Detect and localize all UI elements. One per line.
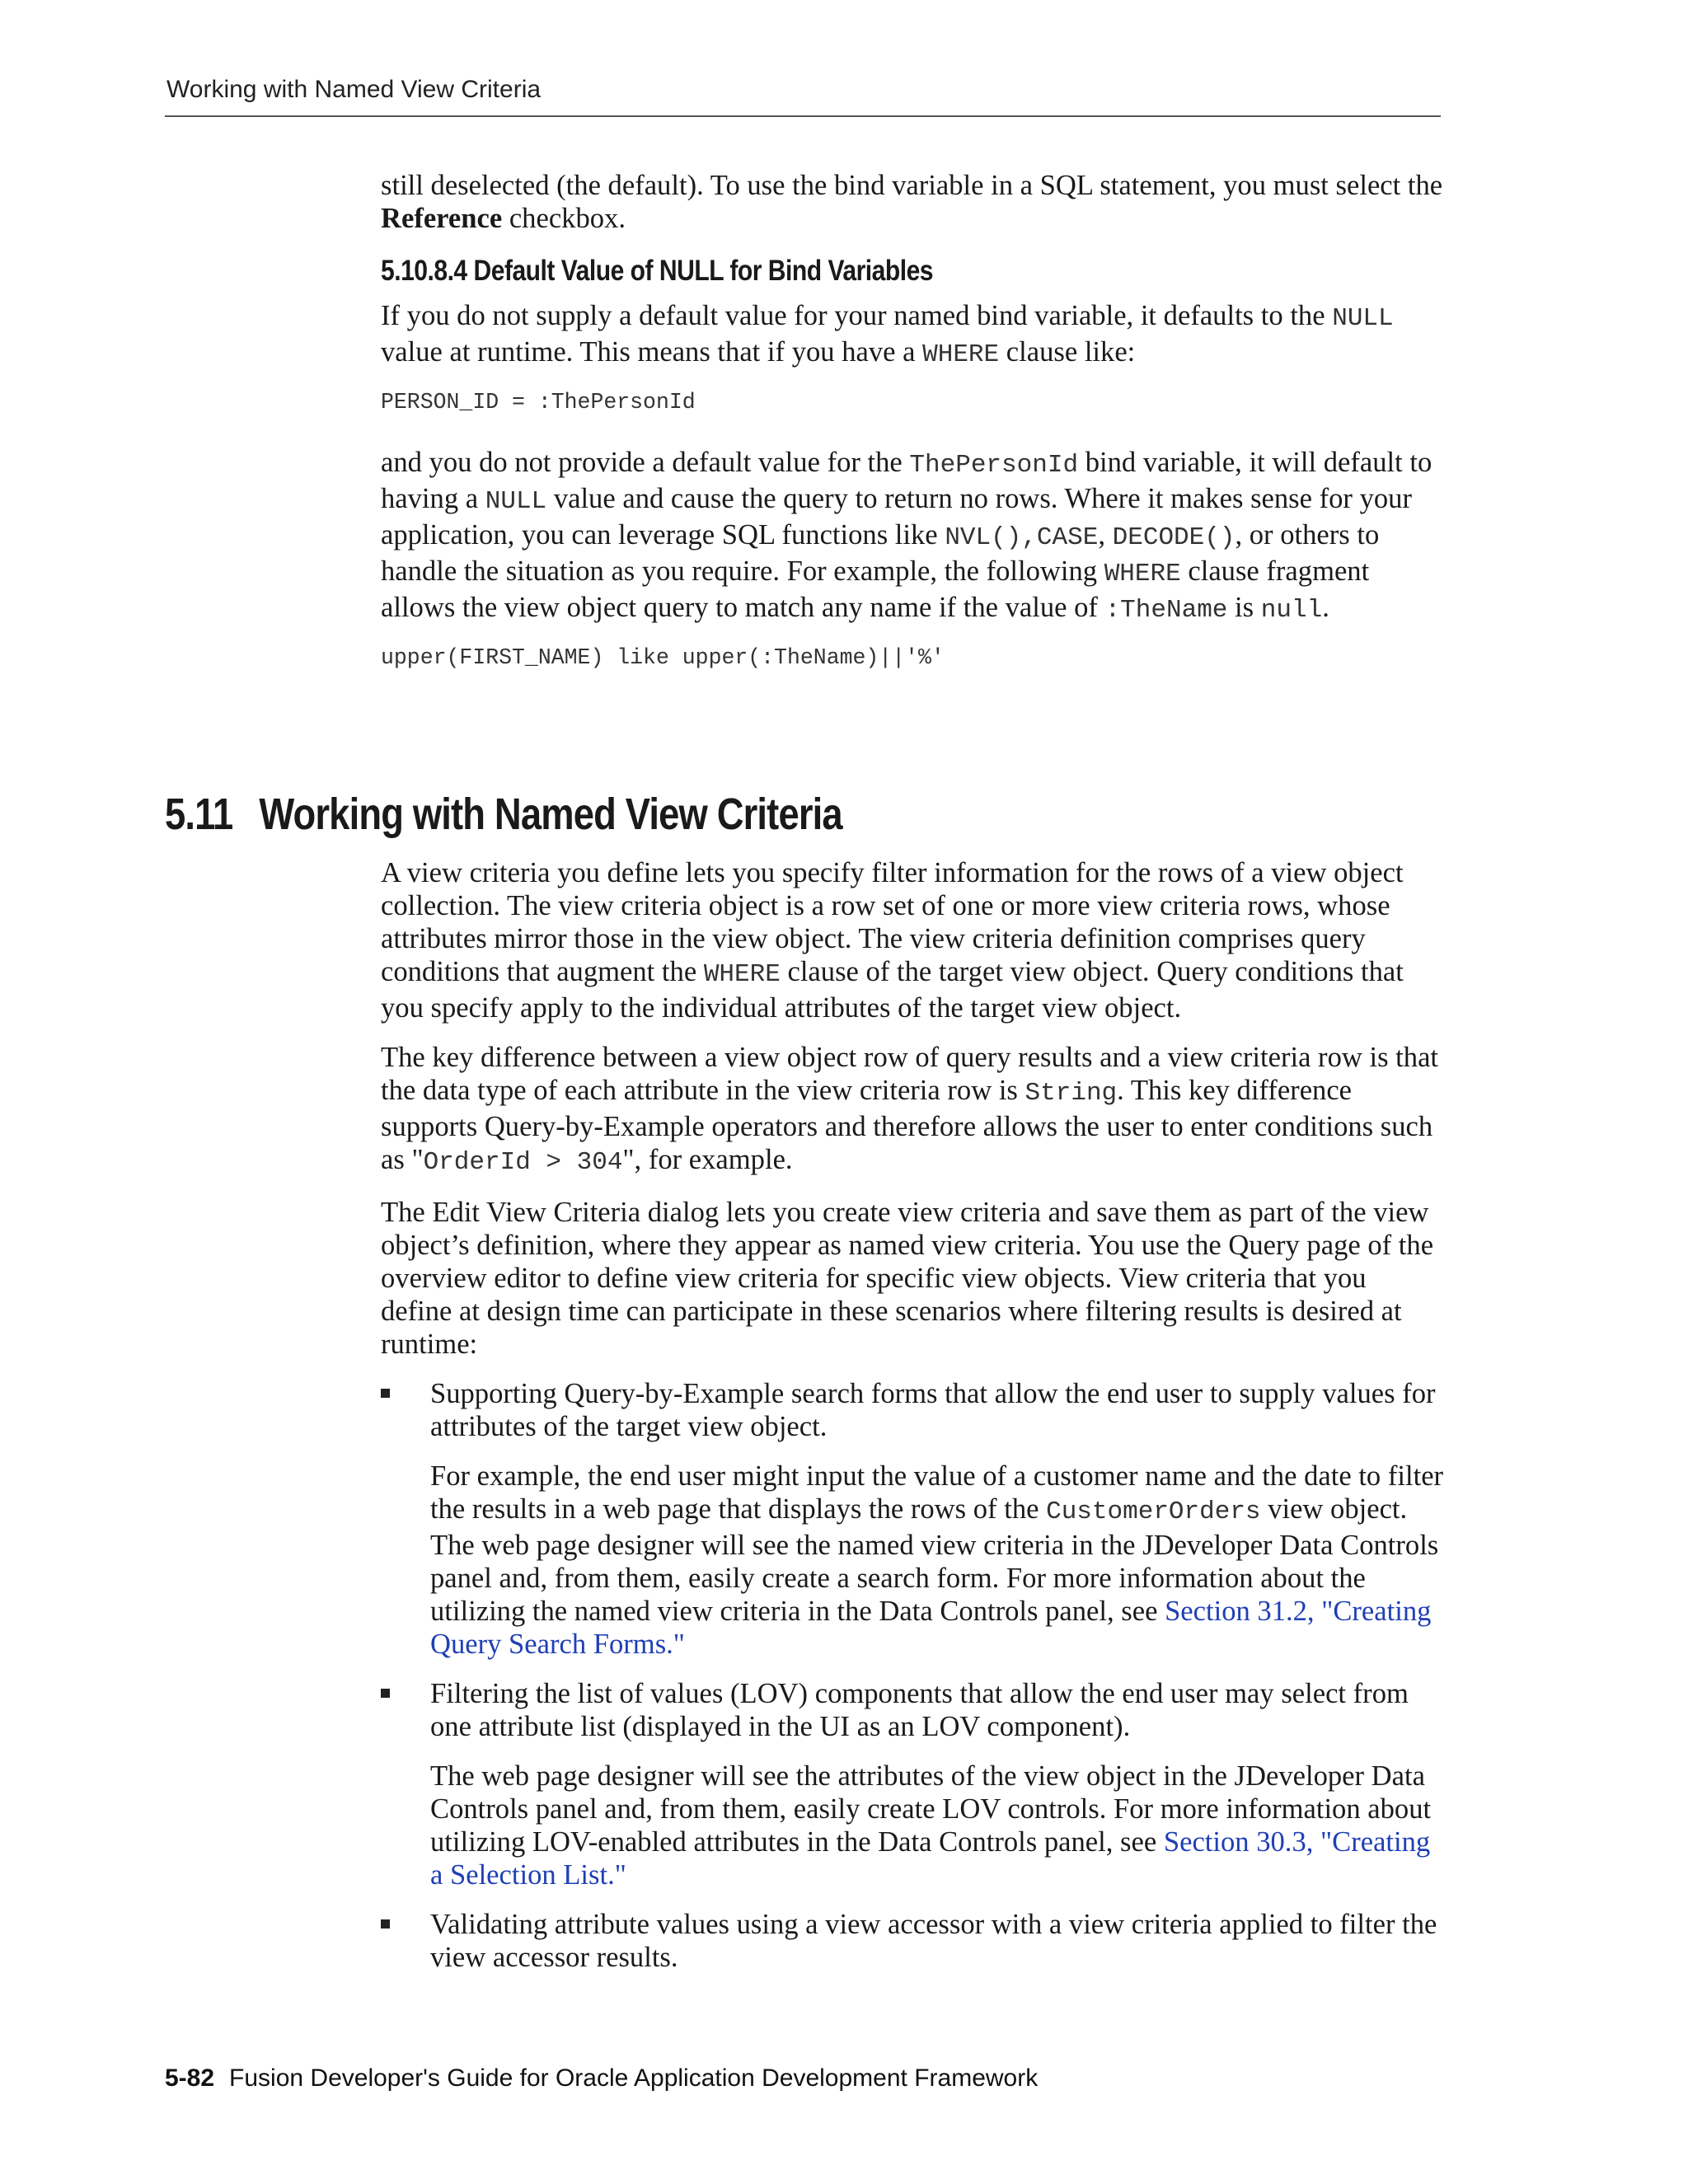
text: and you do not provide a default value for the [381,447,910,478]
inline-code: WHERE [703,960,781,989]
header-rule [165,115,1441,117]
list-item [381,1377,1444,1661]
inline-code: CustomerOrders [1046,1497,1261,1526]
square-bullet-icon [381,1919,390,1929]
cross-reference-link[interactable]: Section 31.2, "Creating Query Search Forms." [430,1596,1432,1660]
running-header: Working with Named View Criteria [166,76,542,103]
subsection-body [381,169,1444,672]
paragraph [381,299,1444,372]
inline-code: WHERE [922,340,1000,369]
section-body [381,856,1444,1990]
book-title: Fusion Developer's Guide for Oracle Application Development Framework [229,2064,1039,2092]
text: clause like: [999,336,1136,368]
text: , [1098,519,1113,551]
section-title: Working with Named View Criteria [259,790,842,839]
text: , or others to handle the situation as you require. For example, the following [381,519,1380,587]
inline-code: null [1260,596,1323,625]
section-heading [165,789,842,840]
text: view object. The web page designer will see the named view criteria in the JDeveloper Data Controls panel and, from them, easily create a search form. For more information about the utilizing the named view criteria in the Data Controls panel, see [430,1493,1439,1627]
code-block: upper(FIRST_NAME) like upper(:TheName)||'%' [381,645,945,670]
paragraph: The Edit View Criteria dialog lets you create view criteria and save them as part of the view object’s definition, where they appear as named view criteria. You use the Query page of the overview editor to define view criteria for specific view objects. View criteria that you define at design time can participate in these scenarios where filtering results is desired at runtime: [381,1197,1434,1360]
inline-code: NULL [485,487,547,516]
subsection-heading: 5.10.8.4 Default Value of NULL for Bind Variables [381,255,934,287]
paragraph [381,1041,1444,1179]
list-item-text: Supporting Query-by-Example search forms that allow the end user to supply values for attributes of the target view object. [430,1378,1436,1442]
text: The web page designer will see the attributes of the view object in the JDeveloper Data Controls panel and, from them, easily create LOV controls. For more information about utilizing LOV-enabled attributes in the Data Controls panel, see [430,1760,1432,1858]
inline-code: String [1025,1079,1118,1108]
text: clause fragment allows the view object query to match any name if the value of [381,555,1370,623]
text: value and cause the query to return no rows. Where it makes sense for your application, you can leverage SQL functions like [381,483,1412,551]
text: For example, the end user might input the value of a customer name and the date to filter the results in a web page that displays the rows of the [430,1460,1444,1525]
page-number: 5-82 [165,2064,215,2092]
text: checkbox. [502,203,626,234]
list-item-detail [430,1760,1444,1891]
list-item-text: Filtering the list of values (LOV) components that allow the end user may select from one attribute list (displayed in the UI as an LOV component). [430,1678,1409,1742]
intro-paragraph [381,169,1444,235]
inline-code: WHERE [1104,560,1181,588]
inline-code: NULL [1332,304,1394,333]
inline-code: OrderId > 304 [423,1148,623,1177]
text: The key difference between a view object row of query results and a view criteria row is that the data type of each attribute in the view criteria row is [381,1042,1439,1106]
text: A view criteria you define lets you specify filter information for the rows of a view object collection. The view criteria object is a row set of one or more view criteria rows, whose attributes mirror those in the view object. The view criteria definition comprises query conditions that augment the [381,857,1404,987]
square-bullet-icon [381,1389,390,1398]
inline-code: NVL(),CASE [945,523,1099,552]
paragraph [381,856,1444,1024]
text: . This key difference supports Query-by-Example operators and therefore allows the user to enter conditions such as " [381,1075,1433,1175]
paragraph [381,446,1444,627]
square-bullet-icon [381,1689,390,1698]
inline-code: DECODE() [1112,523,1236,552]
page-footer [165,2064,1038,2093]
inline-code: ThePersonId [909,451,1079,480]
list-item [381,1908,1444,1974]
text: clause of the target view object. Query conditions that you specify apply to the individual attributes of the target view object. [381,956,1404,1024]
bold-text: Reference [381,203,503,234]
list-item-text: Validating attribute values using a view accessor with a view criteria applied to filter the view accessor results. [430,1909,1437,1973]
text: ", for example. [622,1144,793,1175]
text: value at runtime. This means that if you have a [381,336,923,368]
scenario-list [381,1377,1444,1974]
text: is [1227,592,1261,623]
section-number: 5.11 [165,790,233,839]
code-block: PERSON_ID = :ThePersonId [381,390,696,415]
list-item-detail [430,1460,1444,1661]
text: still deselected (the default). To use the bind variable in a SQL statement, you must select the [381,170,1443,201]
cross-reference-link[interactable]: Section 30.3, "Creating a Selection List." [430,1826,1431,1891]
text: . [1322,592,1329,623]
text: If you do not supply a default value for your named bind variable, it defaults to the [381,300,1333,331]
text: bind variable, it will default to having a [381,447,1432,514]
list-item [381,1677,1444,1891]
inline-code: :TheName [1104,596,1228,625]
